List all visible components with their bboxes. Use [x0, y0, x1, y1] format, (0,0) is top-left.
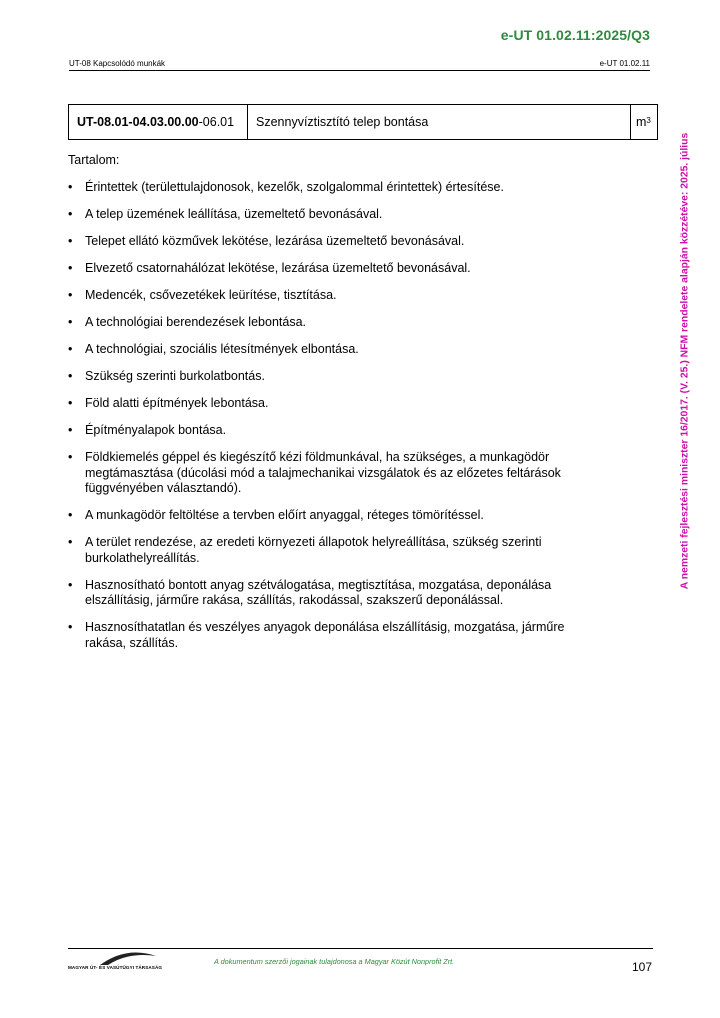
item-code-suffix: -06.01 — [198, 115, 235, 129]
list-item: • Föld alatti építmények lebontása. — [68, 396, 598, 412]
list-item: • Építményalapok bontása. — [68, 423, 598, 439]
footer-divider — [68, 948, 653, 949]
unit-exponent: 3 — [646, 115, 651, 125]
unit-base: m — [636, 115, 647, 129]
list-item: • A telep üzemének leállítása, üzemeltető bevonásával. — [68, 207, 598, 223]
document-code: e-UT 01.02.11:2025/Q3 — [500, 27, 650, 43]
item-code-main: UT-08.01-04.03.00.00 — [77, 115, 199, 129]
list-item: • Telepet ellátó közművek lekötése, lezárása üzemeltető bevonásával. — [68, 234, 598, 250]
list-item: • Medencék, csővezetékek leürítése, tisztítása. — [68, 288, 598, 304]
list-item: • Hasznosíthatatlan és veszélyes anyagok deponálása elszállításig, mozgatása, járműre rakása, szállítás. — [68, 620, 598, 651]
item-unit — [631, 105, 657, 139]
document-short-code: e-UT 01.02.11 — [599, 59, 650, 68]
list-item: • A technológiai berendezések lebontása. — [68, 315, 598, 331]
item-name: Szennyvíztisztító telep bontása — [248, 105, 631, 139]
list-item: • Elvezető csatornahálózat lekötése, lezárása üzemeltető bevonásával. — [68, 261, 598, 277]
list-item: • A munkagödör feltöltése a tervben előírt anyaggal, réteges tömörítéssel. — [68, 508, 598, 524]
section-title: UT-08 Kapcsolódó munkák — [69, 59, 166, 68]
logo-text: MAGYAR ÚT- ÉS VASÚTÜGYI TÁRSASÁG — [68, 965, 163, 970]
content-label: Tartalom: — [68, 153, 120, 167]
page-number: 107 — [631, 960, 652, 974]
list-item: • Földkiemelés géppel és kiegészítő kézi földmunkával, ha szükséges, a munkagödör megtámasztása (dúcolási mód a talajmechanikai vizsgálatok és az előzetes feltárások függvényében választandó). — [68, 450, 598, 497]
list-item: • Érintettek (területtulajdonosok, kezelők, szolgalommal érintettek) értesítése. — [68, 180, 598, 196]
content-list — [68, 180, 598, 663]
item-code — [69, 105, 248, 139]
society-logo — [68, 950, 178, 974]
road-arc-icon — [98, 950, 158, 966]
publication-note — [674, 94, 696, 628]
copyright-notice: A dokumentum szerzői jogainak tulajdonosa a Magyar Közút Nonprofit Zrt. — [214, 957, 455, 966]
list-item: • Szükség szerinti burkolatbontás. — [68, 369, 598, 385]
list-item: • A terület rendezése, az eredeti környezeti állapotok helyreállítása, szükség szerinti burkolathelyreállítás. — [68, 535, 598, 566]
item-header-table — [68, 104, 658, 140]
list-item: • Hasznosítható bontott anyag szétválogatása, megtisztítása, mozgatása, deponálása elszállításig, járműre rakása, szállítás, rakodással, szakszerű deponálással. — [68, 578, 598, 609]
publication-note-text: A nemzeti fejlesztési miniszter 16/2017. (V. 25.) NFM rendelete alapján közzétéve: 2025. július — [679, 132, 691, 590]
running-header — [69, 59, 650, 71]
list-item: • A technológiai, szociális létesítmények elbontása. — [68, 342, 598, 358]
